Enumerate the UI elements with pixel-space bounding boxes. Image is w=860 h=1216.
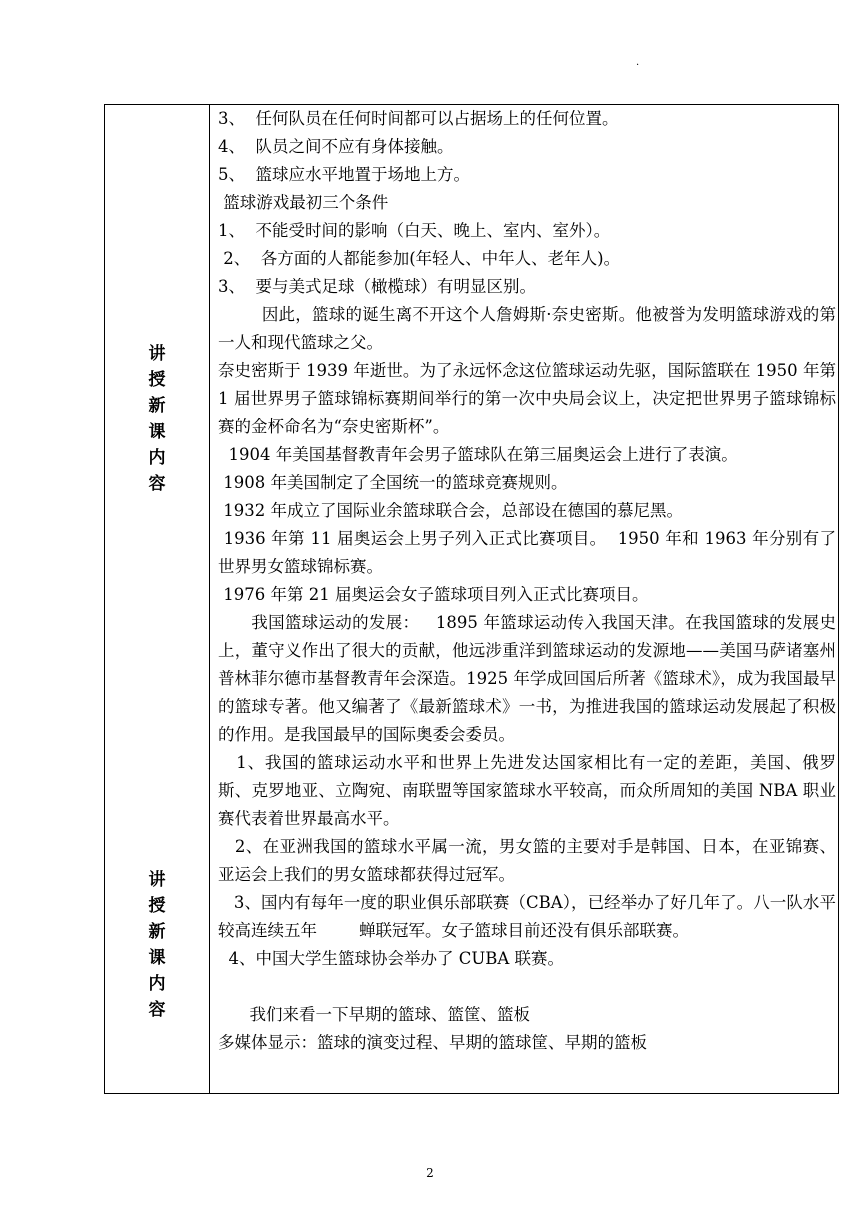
paragraph-multimedia: 多媒体显示：篮球的演变过程、早期的篮球筐、早期的篮板 (218, 1033, 647, 1052)
rule-3: 3、 任何队员在任何时间都可以占据场上的任何位置。 (218, 109, 619, 128)
conditions-title: 篮球游戏最初三个条件 (218, 193, 389, 212)
paragraph-1908: 1908 年美国制定了全国统一的篮球竞赛规则。 (218, 473, 568, 492)
paragraph-1936: 1936 年第 11 届奥运会上男子列入正式比赛项目。 1950 年和 1963 年分别有了世界男女篮球锦标赛。 (218, 529, 836, 576)
side-label-char: 容 (148, 474, 166, 494)
paragraph-1904: 1904 年美国基督教青年会男子篮球队在第三届奥运会上进行了表演。 (218, 445, 738, 464)
paragraph-point-1: 1、我国的篮球运动水平和世界上先进发达国家相比有一定的差距，美国、俄罗斯、克罗地亚、立陶宛、南联盟等国家篮球水平较高，而众所周知的美国 NBA 职业赛代表着世界最高水平。 (218, 753, 836, 828)
paragraph-1976: 1976 年第 21 届奥运会女子篮球项目列入正式比赛项目。 (218, 585, 649, 604)
blank-line (218, 973, 836, 1001)
header-dot: . (636, 57, 640, 68)
paragraph-naismith-cup: 奈史密斯于 1939 年逝世。为了永远怀念这位篮球运动先驱，国际篮联在 1950 年第 1 届世界男子篮球锦标赛期间举行的第一次中央局会议上，决定把世界男子篮球锦标赛的金杯命名为“奈史密斯杯”。 (218, 361, 842, 436)
side-label-bottom (105, 867, 209, 1023)
side-label-char: 课 (148, 422, 166, 442)
paragraph-point-3: 3、国内有每年一度的职业俱乐部联赛（CBA），已经举办了好几年了。八一队水平较高连续五年 蝉联冠军。女子篮球目前还没有俱乐部联赛。 (218, 893, 836, 940)
paragraph-early-basketball: 我们来看一下早期的篮球、篮筐、篮板 (218, 1005, 530, 1024)
content-cell (210, 105, 842, 1094)
paragraph-point-2: 2、在亚洲我国的篮球水平属一流，男女篮的主要对手是韩国、日本，在亚锦赛、亚运会上我们的男女篮球都获得过冠军。 (218, 837, 836, 884)
condition-1: 1、 不能受时间的影响（白天、晚上、室内、室外）。 (218, 221, 611, 240)
side-label-char: 授 (148, 896, 166, 916)
side-label-char: 容 (148, 1000, 166, 1020)
paragraph-father-of-basketball: 因此，篮球的诞生离不开这个人詹姆斯·奈史密斯。他被誉为发明篮球游戏的第一人和现代篮球之父。 (218, 305, 836, 352)
rule-5: 5、 篮球应水平地置于场地上方。 (218, 165, 470, 184)
paragraph-point-4: 4、中国大学生篮球协会举办了 CUBA 联赛。 (218, 949, 565, 968)
condition-3: 3、 要与美式足球（橄榄球）有明显区别。 (218, 277, 536, 296)
side-label-char: 课 (148, 948, 166, 968)
side-label-char: 内 (148, 448, 166, 468)
side-label-top (105, 341, 209, 497)
lesson-table (104, 104, 842, 1094)
side-label-char: 授 (148, 370, 166, 390)
table-row (105, 105, 839, 1094)
side-label-char: 新 (148, 922, 166, 942)
side-label-char: 内 (148, 974, 166, 994)
side-label-char: 新 (148, 396, 166, 416)
page-number: 2 (426, 1166, 434, 1180)
condition-2: 2、 各方面的人都能参加(年轻人、中年人、老年人)。 (218, 249, 621, 268)
label-cell (105, 105, 210, 1094)
side-label-char: 讲 (148, 870, 166, 890)
paragraph-china-development: 我国篮球运动的发展： 1895 年篮球运动传入我国天津。在我国篮球的发展史上，董守义作出了很大的贡献，他远涉重洋到篮球运动的发源地——美国马萨诸塞州普林菲尔德市基督教青年会深造。1925 年学成回国后所著《篮球术》，成为我国最早的篮球专著。他又编著了《最新篮球术》一书，为推进我国的篮球运动发展起了积极的作用。是我国最早的国际奥委会委员。 (218, 613, 836, 744)
side-label-char: 讲 (148, 344, 166, 364)
paragraph-1932: 1932 年成立了国际业余篮球联合会，总部设在德国的慕尼黑。 (218, 501, 683, 520)
rule-4: 4、 队员之间不应有身体接触。 (218, 137, 454, 156)
